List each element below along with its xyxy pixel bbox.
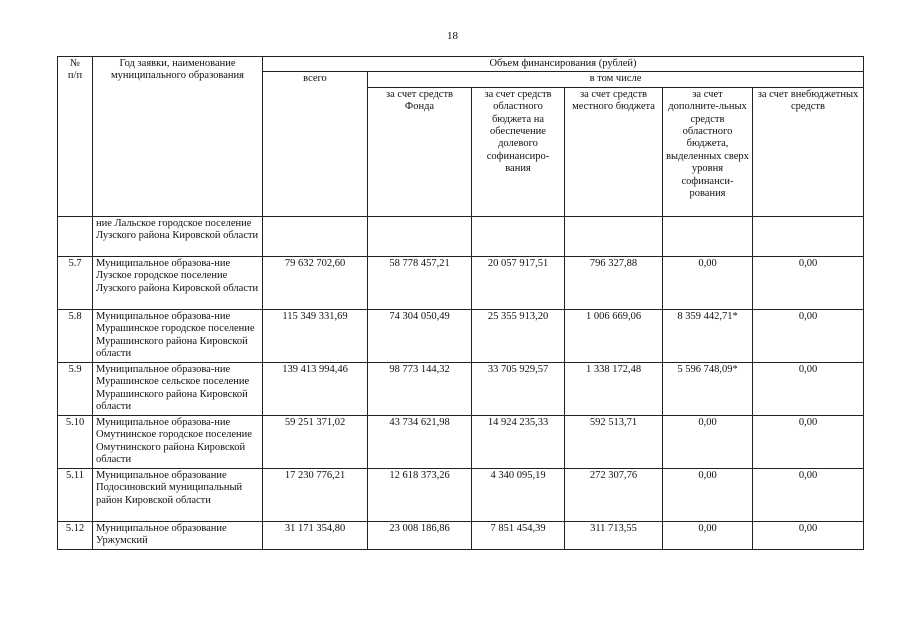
cell-regional: 14 924 235,33 xyxy=(472,415,565,468)
cell-total: 139 413 994,46 xyxy=(263,362,368,415)
header-fund: за счет средств Фонда xyxy=(368,87,472,216)
cell-additional: 0,00 xyxy=(663,256,753,309)
cell-regional: 33 705 929,57 xyxy=(472,362,565,415)
cell-name: Муниципальное образова-ние Омутнинское городское поселение Омутнинского района Кировской области xyxy=(93,415,263,468)
table-row xyxy=(58,415,864,468)
cell-name: ние Лальское городское поселение Лузского района Кировской области xyxy=(93,216,263,256)
cell-total: 31 171 354,80 xyxy=(263,521,368,549)
cell-fund: 98 773 144,32 xyxy=(368,362,472,415)
table-row xyxy=(58,309,864,362)
cell-name: Муниципальное образова-ние Мурашинское городское поселение Мурашинского района Кировской области xyxy=(93,309,263,362)
header-name: Год заявки, наименование муниципального образования xyxy=(93,57,263,217)
page-number: 18 xyxy=(447,30,458,42)
cell-name: Муниципальное образова-ние Лузское городское поселение Лузского района Кировской области xyxy=(93,256,263,309)
cell-local: 272 307,76 xyxy=(565,468,663,521)
cell-regional: 25 355 913,20 xyxy=(472,309,565,362)
cell-offbudget: 0,00 xyxy=(753,468,864,521)
cell-num: 5.7 xyxy=(58,256,93,309)
cell-fund: 23 008 186,86 xyxy=(368,521,472,549)
table-row xyxy=(58,468,864,521)
cell-additional xyxy=(663,216,753,256)
cell-total xyxy=(263,216,368,256)
cell-regional: 4 340 095,19 xyxy=(472,468,565,521)
cell-num: 5.11 xyxy=(58,468,93,521)
cell-additional: 0,00 xyxy=(663,415,753,468)
header-volume: Объем финансирования (рублей) xyxy=(263,57,864,72)
header-num: № п/п xyxy=(58,57,93,217)
cell-offbudget: 0,00 xyxy=(753,362,864,415)
cell-offbudget: 0,00 xyxy=(753,256,864,309)
cell-additional: 8 359 442,71* xyxy=(663,309,753,362)
cell-offbudget xyxy=(753,216,864,256)
cell-additional: 0,00 xyxy=(663,521,753,549)
cell-additional: 5 596 748,09* xyxy=(663,362,753,415)
header-including: в том числе xyxy=(368,72,864,87)
cell-offbudget: 0,00 xyxy=(753,521,864,549)
table-row xyxy=(58,521,864,549)
cell-num: 5.9 xyxy=(58,362,93,415)
cell-name: Муниципальное образование Уржумский xyxy=(93,521,263,549)
cell-local: 311 713,55 xyxy=(565,521,663,549)
cell-fund: 43 734 621,98 xyxy=(368,415,472,468)
cell-regional: 20 057 917,51 xyxy=(472,256,565,309)
cell-total: 115 349 331,69 xyxy=(263,309,368,362)
header-offbudget: за счет внебюджетных средств xyxy=(753,87,864,216)
cell-num: 5.12 xyxy=(58,521,93,549)
cell-local: 796 327,88 xyxy=(565,256,663,309)
cell-fund: 74 304 050,49 xyxy=(368,309,472,362)
cell-regional: 7 851 454,39 xyxy=(472,521,565,549)
cell-name: Муниципальное образование Подосиновский муниципальный район Кировской области xyxy=(93,468,263,521)
cell-local: 1 338 172,48 xyxy=(565,362,663,415)
cell-regional xyxy=(472,216,565,256)
cell-local: 1 006 669,06 xyxy=(565,309,663,362)
header-total: всего xyxy=(263,72,368,216)
cell-fund: 58 778 457,21 xyxy=(368,256,472,309)
cell-offbudget: 0,00 xyxy=(753,309,864,362)
header-additional: за счет дополните-льных средств областного бюджета, выделенных сверх уровня софинанси-рования xyxy=(663,87,753,216)
cell-additional: 0,00 xyxy=(663,468,753,521)
cell-total: 17 230 776,21 xyxy=(263,468,368,521)
cell-fund: 12 618 373,26 xyxy=(368,468,472,521)
cell-fund xyxy=(368,216,472,256)
cell-local: 592 513,71 xyxy=(565,415,663,468)
table-row-continuation xyxy=(58,216,864,256)
cell-offbudget: 0,00 xyxy=(753,415,864,468)
table-row xyxy=(58,256,864,309)
header-regional: за счет средств областного бюджета на обеспечение долевого софинансиро-вания xyxy=(472,87,565,216)
cell-num: 5.8 xyxy=(58,309,93,362)
cell-total: 59 251 371,02 xyxy=(263,415,368,468)
cell-name: Муниципальное образова-ние Мурашинское сельское поселение Мурашинского района Кировской области xyxy=(93,362,263,415)
financing-table xyxy=(57,56,864,550)
table-row xyxy=(58,362,864,415)
cell-total: 79 632 702,60 xyxy=(263,256,368,309)
cell-num xyxy=(58,216,93,256)
header-local: за счет средств местного бюджета xyxy=(565,87,663,216)
cell-num: 5.10 xyxy=(58,415,93,468)
cell-local xyxy=(565,216,663,256)
